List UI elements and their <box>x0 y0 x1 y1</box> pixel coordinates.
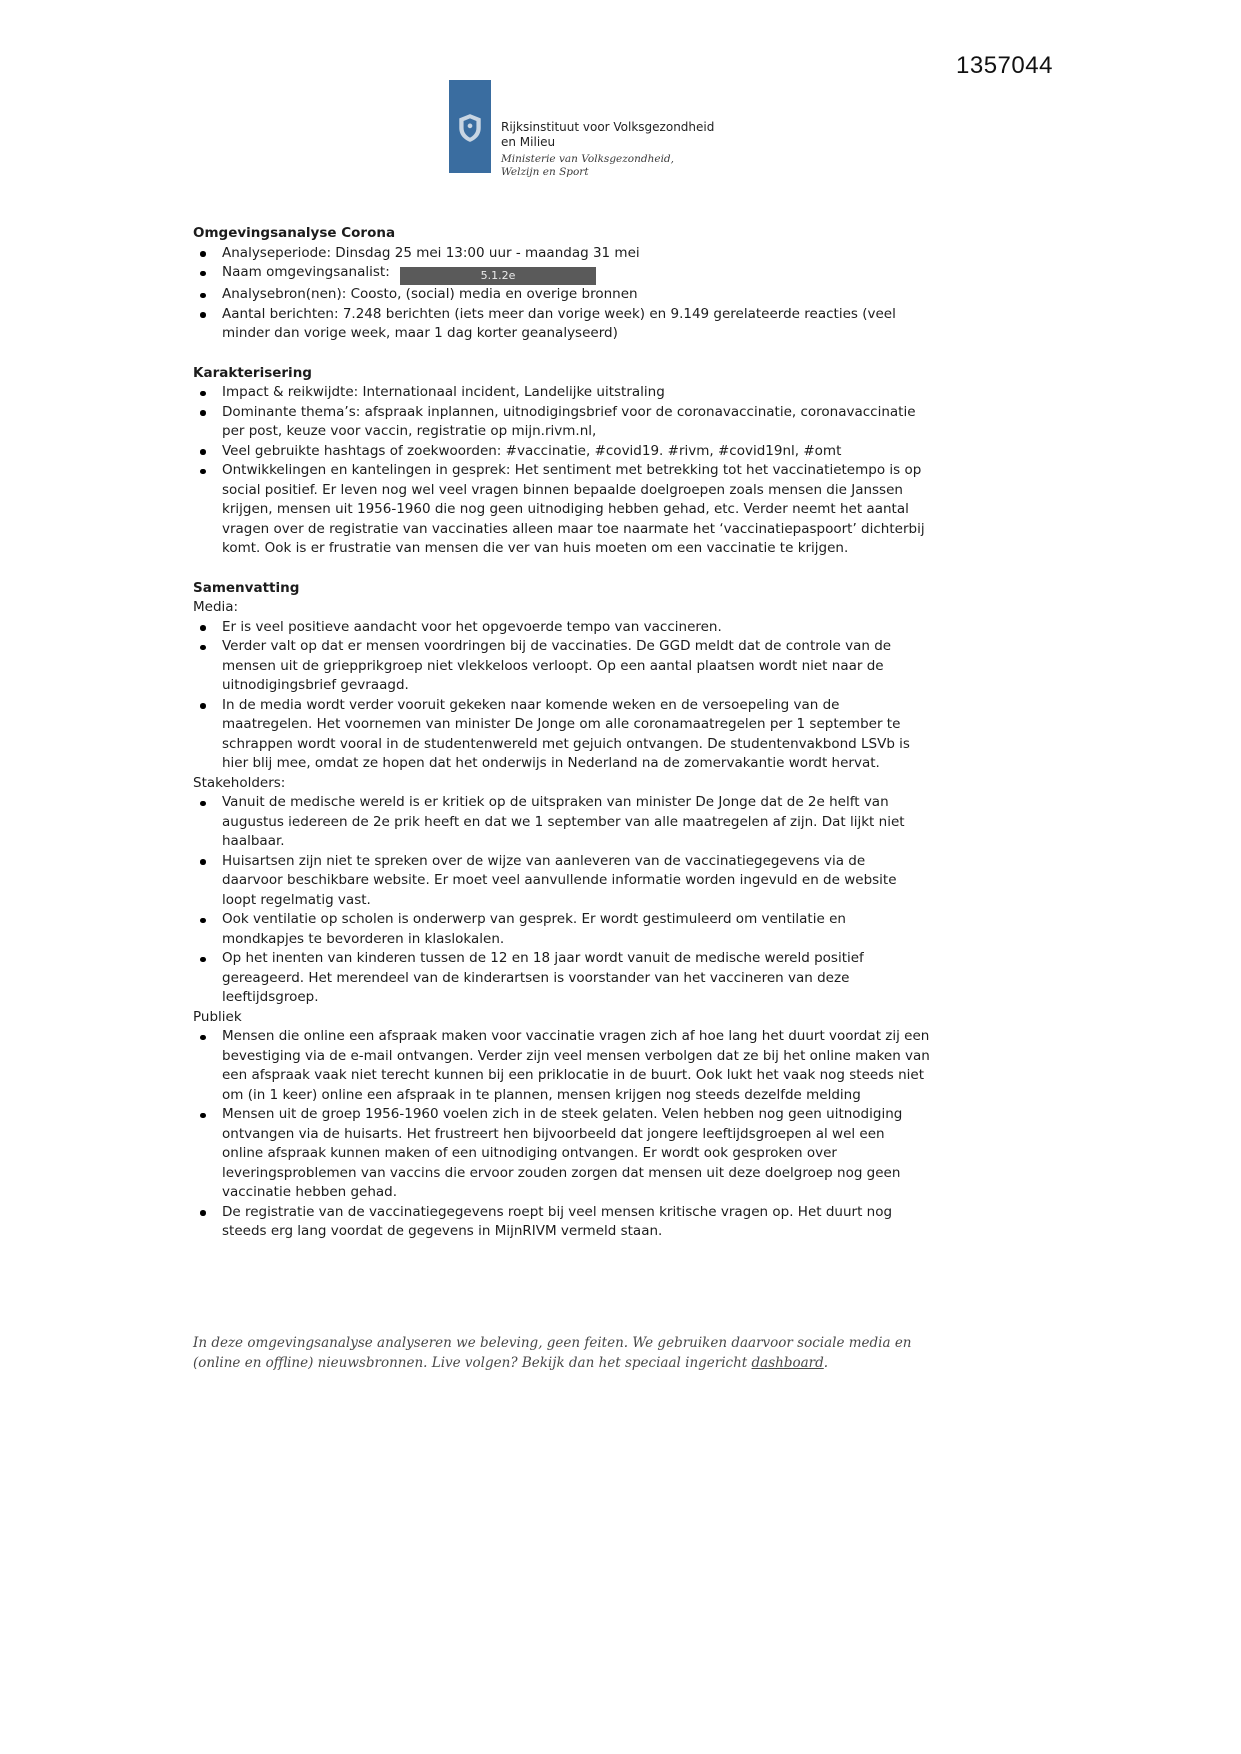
rivm-logo <box>449 80 714 179</box>
section-samenvatting <box>193 579 930 1242</box>
bullet-item: Impact & reikwijdte: Internationaal incident, Landelijke uitstraling <box>193 383 930 403</box>
bullet-list-stakeholders <box>193 793 930 1008</box>
logo-org-line1: Rijksinstituut voor Volksgezondheid <box>501 120 715 134</box>
section-title: Samenvatting <box>193 579 300 596</box>
section-karakterisering <box>193 364 930 559</box>
footer-dashboard-link[interactable]: dashboard <box>751 1355 824 1371</box>
footer-note <box>193 1333 917 1373</box>
bullet-item-analist <box>193 263 930 285</box>
logo-ribbon <box>449 80 491 173</box>
footer-text-before: In deze omgevingsanalyse analyseren we beleving, geen feiten. We gebruiken daarvoor sociale media en (online en offline) nieuwsbronnen. Live volgen? Bekijk dan het speciaal ingericht <box>193 1335 912 1371</box>
bullet-item: In de media wordt verder vooruit gekeken naar komende weken en de versoepeling van de maatregelen. Het voornemen van minister De Jonge om alle coronamaatregelen per 1 september te schrappen wordt vooral in de studentenwereld met gejuich ontvangen. De studentenvakbond LSVb is hier blij mee, omdat ze hopen dat het onderwijs in Nederland na de zomervakantie wordt hervat. <box>193 696 930 774</box>
bullet-list <box>193 383 930 559</box>
bullet-item: Analysebron(nen): Coosto, (social) media en overige bronnen <box>193 285 930 305</box>
footer-text-after: . <box>823 1355 829 1371</box>
section-title: Omgevingsanalyse Corona <box>193 225 396 241</box>
bullet-item: Aantal berichten: 7.248 berichten (iets meer dan vorige week) en 9.149 gerelateerde reacties (veel minder dan vorige week, maar 1 dag korter geanalyseerd) <box>193 305 930 344</box>
bullet-item: Huisartsen zijn niet te spreken over de wijze van aanleveren van de vaccinatiegegevens via de daarvoor beschikbare website. Er moet veel aanvullende informatie worden ingevuld en de website loopt regelmatig vast. <box>193 852 930 911</box>
bullet-item: Mensen die online een afspraak maken voor vaccinatie vragen zich af hoe lang het duurt voordat zij een bevestiging via de e-mail ontvangen. Verder zijn veel mensen verbolgen dat ze bij het online maken van een afspraak vaak niet terecht kunnen bij een priklocatie in de buurt. Ook lukt het vaak nog steeds niet om (in 1 keer) online een afspraak in te plannen, mensen krijgen nog steeds dezelfde melding <box>193 1027 930 1105</box>
bullet-item: Dominante thema’s: afspraak inplannen, uitnodigingsbrief voor de coronavaccinatie, coronavaccinatie per post, keuze voor vaccin, registratie op mijn.rivm.nl, <box>193 403 930 442</box>
bullet-item: Er is veel positieve aandacht voor het opgevoerde tempo van vaccineren. <box>193 618 930 638</box>
redaction-box: 5.1.2e <box>400 267 596 285</box>
section-omgevingsanalyse <box>193 224 930 344</box>
bullet-list <box>193 244 930 344</box>
doc-number: 1357044 <box>956 52 1053 79</box>
coat-of-arms-icon <box>457 113 483 143</box>
section-title: Karakterisering <box>193 364 312 381</box>
logo-text <box>501 80 714 179</box>
logo-ministry-line1: Ministerie van Volksgezondheid, <box>501 153 674 165</box>
document-body <box>193 224 930 1242</box>
subsection-label-publiek: Publiek <box>193 1008 242 1025</box>
bullet-item: De registratie van de vaccinatiegegevens roept bij veel mensen kritische vragen op. Het duurt nog steeds erg lang voordat de gegevens in MijnRIVM vermeld staan. <box>193 1203 930 1242</box>
bullet-list-media <box>193 618 930 774</box>
subsection-label-media: Media: <box>193 599 239 615</box>
bullet-item: Ontwikkelingen en kantelingen in gesprek: Het sentiment met betrekking tot het vaccinatietempo is op social positief. Er leven nog wel veel vragen binnen bepaalde doelgroepen zoals mensen die Janssen krijgen, mensen uit 1956-1960 die nog geen uitnodiging hebben gehad, etc. Verder neemt het aantal vragen over de registratie van vaccinaties alleen maar toe naarmate het ‘vaccinatiepaspoort’ dichterbij komt. Ook is er frustratie van mensen die ver van huis moeten om een vaccinatie te krijgen. <box>193 461 930 559</box>
analist-label: Naam omgevingsanalist: <box>222 264 390 280</box>
subsection-label-stakeholders: Stakeholders: <box>193 774 286 791</box>
bullet-item: Veel gebruikte hashtags of zoekwoorden: #vaccinatie, #covid19. #rivm, #covid19nl, #omt <box>193 442 930 462</box>
bullet-item: Op het inenten van kinderen tussen de 12 en 18 jaar wordt vanuit de medische wereld positief gereageerd. Het merendeel van de kinderartsen is voorstander van het vaccineren van deze leeftijdsgroep. <box>193 949 930 1008</box>
bullet-item: Analyseperiode: Dinsdag 25 mei 13:00 uur - maandag 31 mei <box>193 244 930 264</box>
logo-ministry-line2: Welzijn en Sport <box>501 166 589 178</box>
bullet-item: Mensen uit de groep 1956-1960 voelen zich in de steek gelaten. Velen hebben nog geen uitnodiging ontvangen via de huisarts. Het frustreert hen bijvoorbeeld dat jongere leeftijdsgroepen al wel een online afspraak kunnen maken of een uitnodiging ontvangen. Er wordt ook gesproken over leveringsproblemen van vaccins die ervoor zouden zorgen dat mensen uit deze doelgroep nog geen vaccinatie hebben gehad. <box>193 1105 930 1203</box>
bullet-item: Verder valt op dat er mensen voordringen bij de vaccinaties. De GGD meldt dat de controle van de mensen uit de griepprikgroep niet vlekkeloos verloopt. Op een aantal plaatsen wordt niet naar de uitnodigingsbrief gevraagd. <box>193 637 930 696</box>
bullet-item: Ook ventilatie op scholen is onderwerp van gesprek. Er wordt gestimuleerd om ventilatie en mondkapjes te bevorderen in klaslokalen. <box>193 910 930 949</box>
logo-ministry <box>501 153 714 179</box>
bullet-list-publiek <box>193 1027 930 1242</box>
bullet-item: Vanuit de medische wereld is er kritiek op de uitspraken van minister De Jonge dat de 2e helft van augustus iedereen de 2e prik heeft en dat we 1 september van alle maatregelen af zijn. Dat lijkt niet haalbaar. <box>193 793 930 852</box>
logo-org-line2: en Milieu <box>501 135 556 149</box>
